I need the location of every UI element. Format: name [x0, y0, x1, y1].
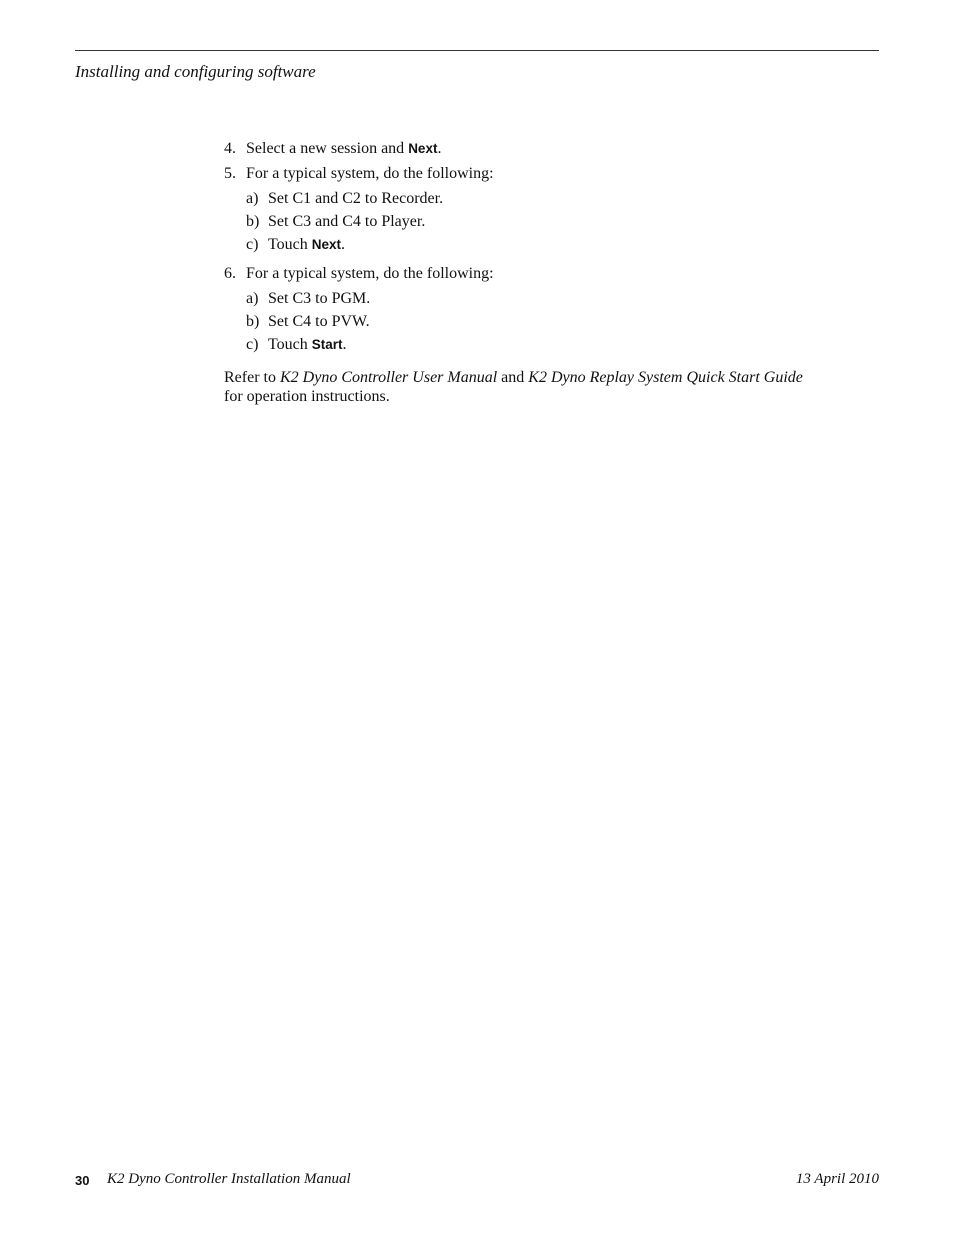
refer-paragraph: Refer to K2 Dyno Controller User Manual and K2 Dyno Replay System Quick Start Guide for operation instructions.: [224, 369, 803, 405]
manual-reference-1: K2 Dyno Controller User Manual: [279, 369, 498, 386]
page-number: 30: [75, 1173, 90, 1188]
step-4: 4. Select a new session and Next.: [224, 140, 442, 157]
substep-5b: [224, 212, 824, 231]
manual-reference-2: K2 Dyno Replay System Quick Start Guide: [528, 369, 803, 386]
step-number: 6.: [224, 265, 236, 282]
substep-text: Set C3 to PGM.: [268, 290, 371, 307]
step-text: Select a new session and: [246, 140, 409, 157]
step-text: For a typical system, do the following:: [246, 265, 494, 282]
footer-manual-title: K2 Dyno Controller Installation Manual: [107, 1171, 351, 1187]
substep-letter: a): [246, 190, 259, 207]
ui-label-start: Start: [311, 337, 343, 352]
step-text: For a typical system, do the following:: [246, 165, 494, 182]
ui-label-next: Next: [311, 237, 342, 252]
procedure-content: [224, 139, 824, 406]
substep-text: Touch: [268, 336, 312, 353]
substep-6c: c) Touch Start.: [246, 336, 347, 353]
substep-letter: b): [246, 313, 260, 330]
substep-letter: b): [246, 213, 260, 230]
step-6: [224, 264, 824, 283]
step-number: 4.: [224, 140, 236, 157]
substep-5a: [224, 189, 824, 208]
substep-letter: c): [246, 236, 259, 253]
section-title: Installing and configuring software: [75, 62, 316, 81]
step-5: [224, 164, 824, 183]
substep-6a: [224, 289, 824, 308]
substep-text: Set C1 and C2 to Recorder.: [268, 190, 444, 207]
substep-text: Set C4 to PVW.: [268, 313, 370, 330]
ui-label-next: Next: [408, 141, 438, 156]
substep-text: Touch: [268, 236, 312, 253]
substep-6b: [224, 312, 824, 331]
substep-letter: a): [246, 290, 259, 307]
step-number: 5.: [224, 165, 236, 182]
header-rule: [75, 50, 879, 51]
substep-letter: c): [246, 336, 259, 353]
substep-text: Set C3 and C4 to Player.: [268, 213, 426, 230]
footer-date: 13 April 2010: [795, 1171, 879, 1187]
substep-5c: c) Touch Next.: [246, 236, 346, 253]
page-footer: [75, 1171, 879, 1191]
